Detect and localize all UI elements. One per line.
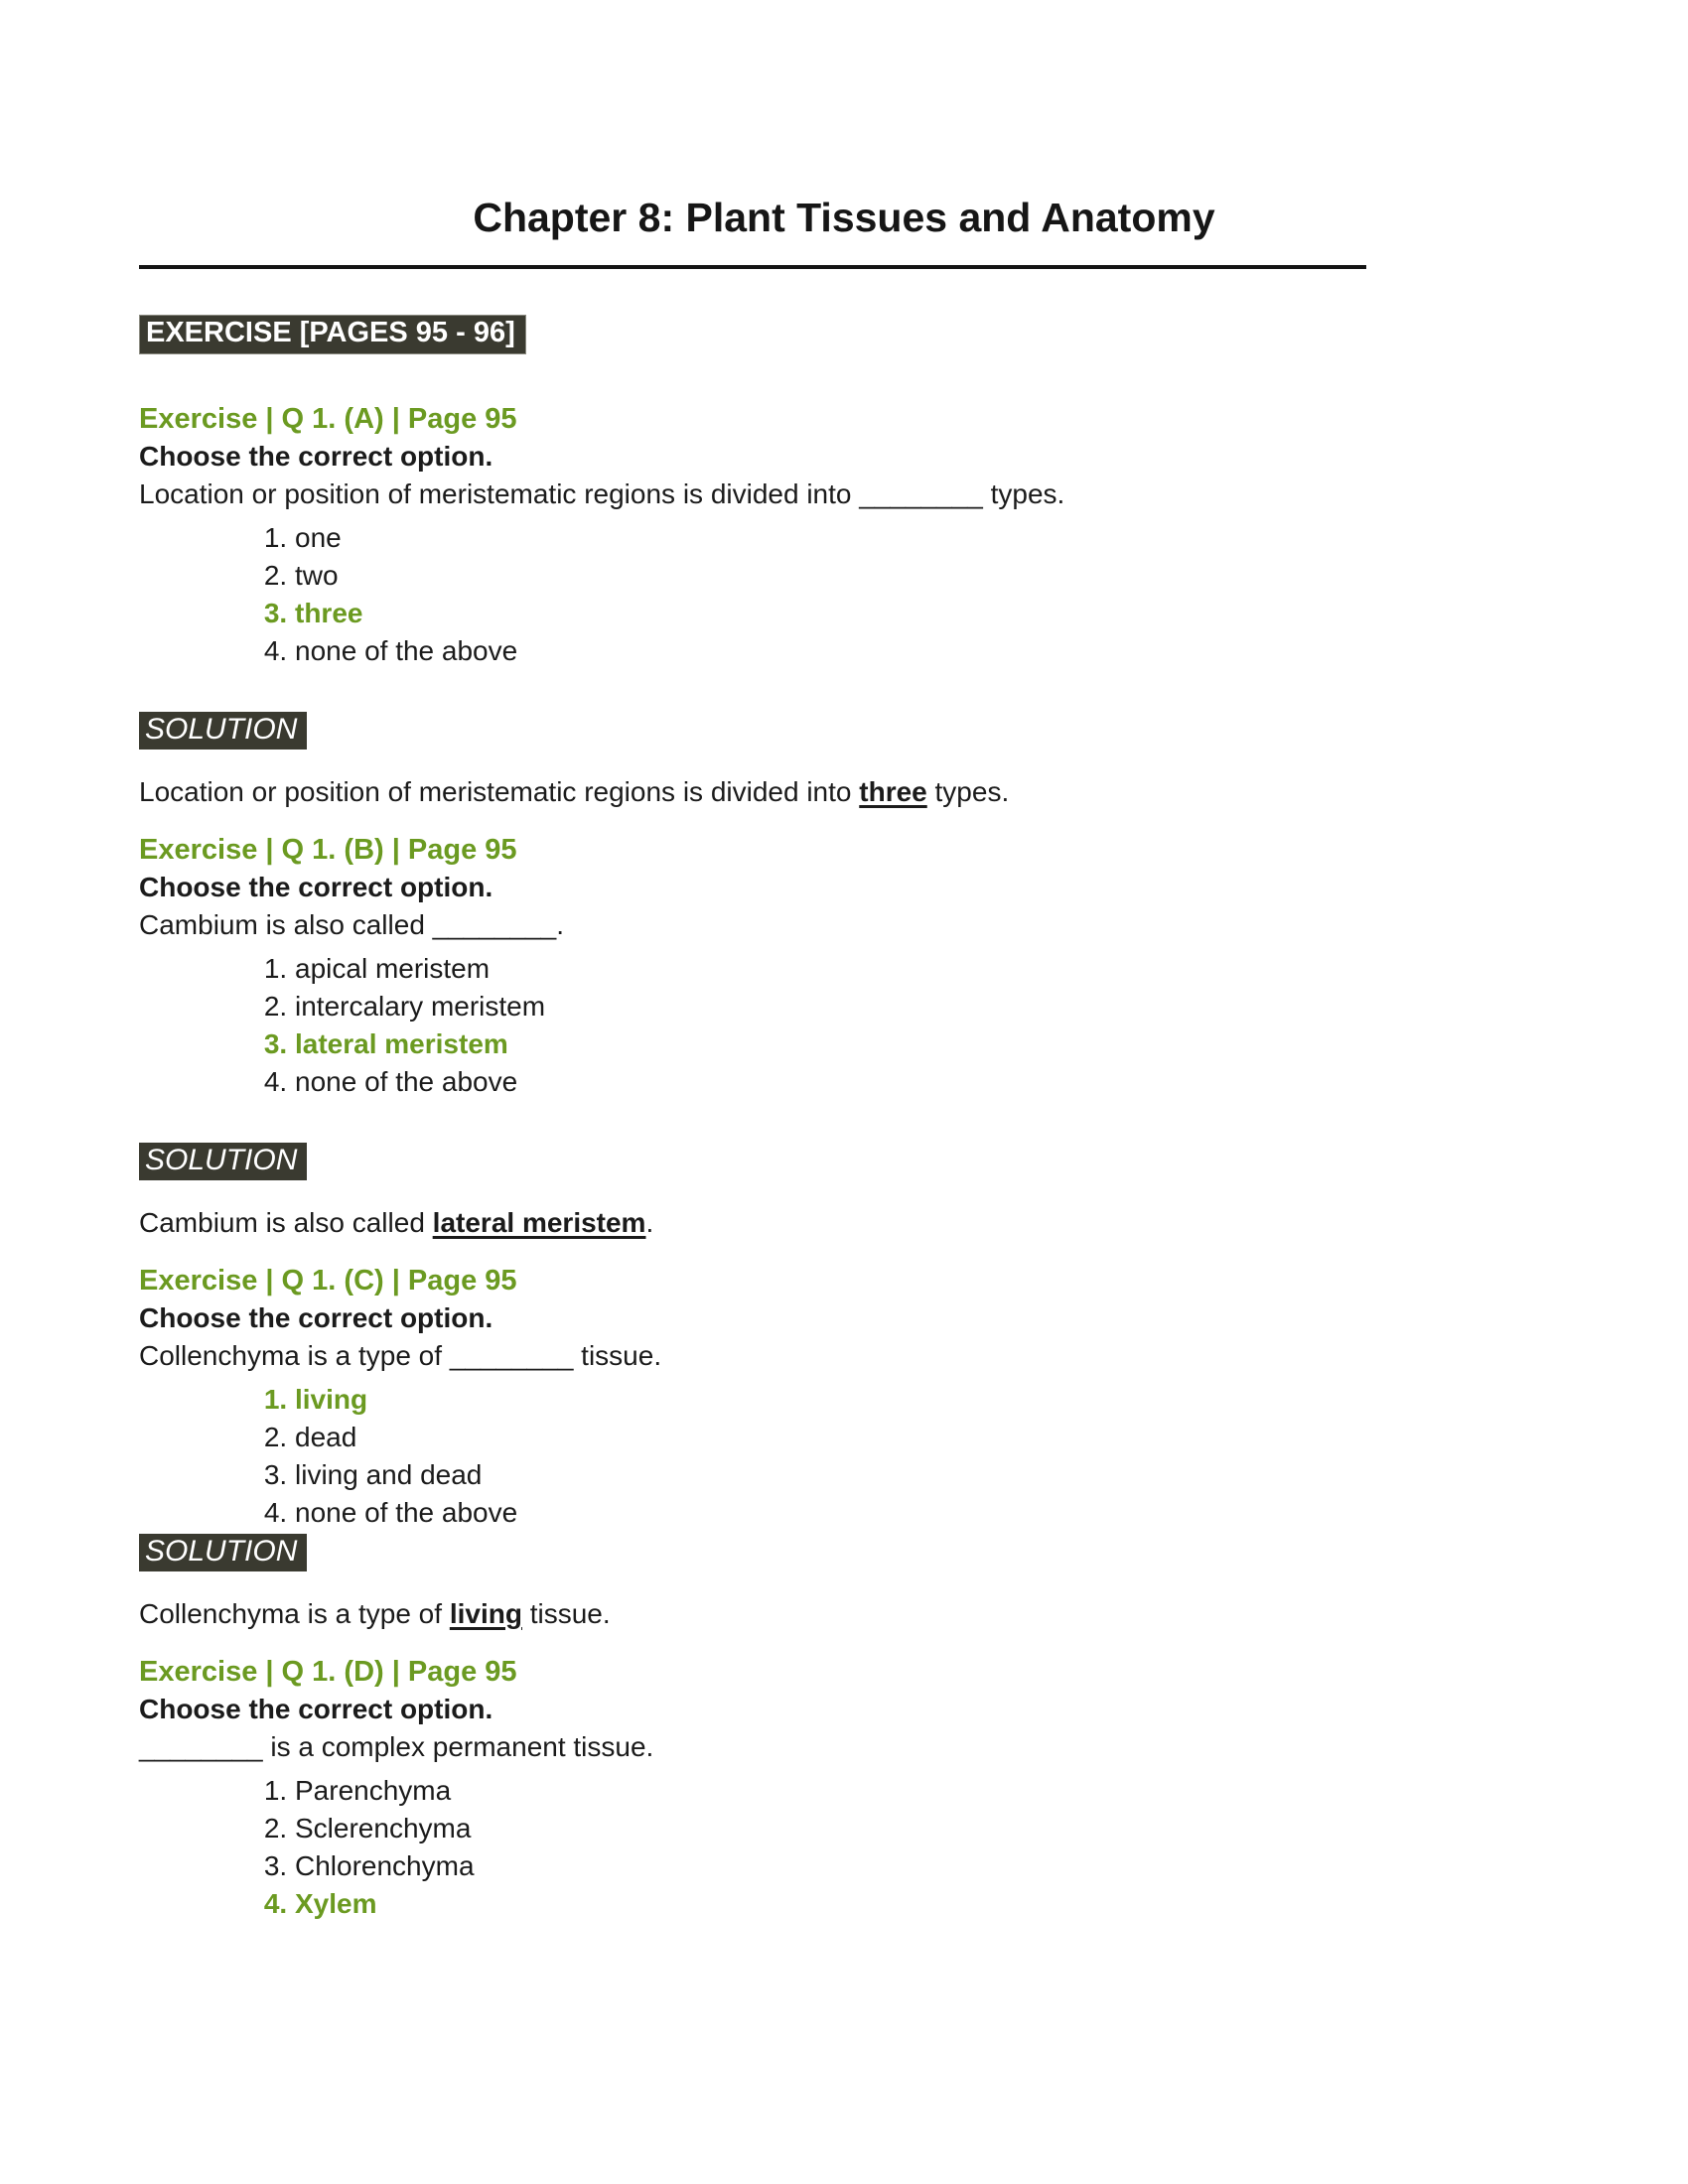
exercise-badge-row <box>139 315 1400 354</box>
question-text: Collenchyma is a type of ________ tissue. <box>139 1339 662 1371</box>
question-section-c <box>139 1262 1400 1633</box>
solution-answer: three <box>859 775 927 807</box>
option-correct: 3. lateral meristem <box>295 1025 1400 1063</box>
options-list <box>139 1381 1400 1532</box>
option: 2. Sclerenchyma <box>295 1810 1400 1847</box>
option: 4. none of the above <box>295 1063 1400 1101</box>
content-column <box>139 315 1400 1923</box>
options-list <box>139 1772 1400 1923</box>
question-heading: Exercise | Q 1. (B) | Page 95 <box>139 833 517 866</box>
question-text: ________ is a complex permanent tissue. <box>139 1730 654 1762</box>
solution-badge: SOLUTION <box>139 1143 307 1180</box>
solution-answer: lateral meristem <box>432 1206 646 1238</box>
question-prompt: Choose the correct option. <box>139 1301 493 1333</box>
option: 1. one <box>295 519 1400 557</box>
question-heading: Exercise | Q 1. (C) | Page 95 <box>139 1264 517 1297</box>
option: 1. Parenchyma <box>295 1772 1400 1810</box>
option: 4. none of the above <box>295 632 1400 670</box>
option: 3. Chlorenchyma <box>295 1847 1400 1885</box>
option: 3. living and dead <box>295 1456 1400 1494</box>
question-text: Location or position of meristematic regions is divided into ________ types. <box>139 478 1065 509</box>
solution-badge: SOLUTION <box>139 712 307 750</box>
solution-badge: SOLUTION <box>139 1534 307 1571</box>
solution-answer: living <box>449 1597 522 1629</box>
option-correct: 1. living <box>295 1381 1400 1419</box>
option: 2. intercalary meristem <box>295 988 1400 1025</box>
question-heading: Exercise | Q 1. (A) | Page 95 <box>139 402 517 435</box>
title-rule <box>139 265 1366 269</box>
page-title: Chapter 8: Plant Tissues and Anatomy <box>473 195 1215 240</box>
question-heading: Exercise | Q 1. (D) | Page 95 <box>139 1655 517 1688</box>
solution-text: Cambium is also called lateral meristem. <box>139 1206 654 1238</box>
question-prompt: Choose the correct option. <box>139 871 493 902</box>
solution-text: Collenchyma is a type of living tissue. <box>139 1597 611 1629</box>
question-prompt: Choose the correct option. <box>139 440 493 472</box>
option: 4. none of the above <box>295 1494 1400 1532</box>
option-correct: 3. three <box>295 595 1400 632</box>
exercise-badge: EXERCISE [PAGES 95 - 96] <box>139 315 526 354</box>
option-correct: 4. Xylem <box>295 1885 1400 1923</box>
question-section-d <box>139 1653 1400 1923</box>
question-text: Cambium is also called ________. <box>139 908 565 940</box>
question-section-a <box>139 400 1400 811</box>
options-list <box>139 950 1400 1101</box>
option: 2. dead <box>295 1419 1400 1456</box>
solution-text: Location or position of meristematic regions is divided into three types. <box>139 775 1010 807</box>
question-section-b <box>139 831 1400 1242</box>
option: 2. two <box>295 557 1400 595</box>
option: 1. apical meristem <box>295 950 1400 988</box>
question-prompt: Choose the correct option. <box>139 1693 493 1724</box>
options-list <box>139 519 1400 670</box>
